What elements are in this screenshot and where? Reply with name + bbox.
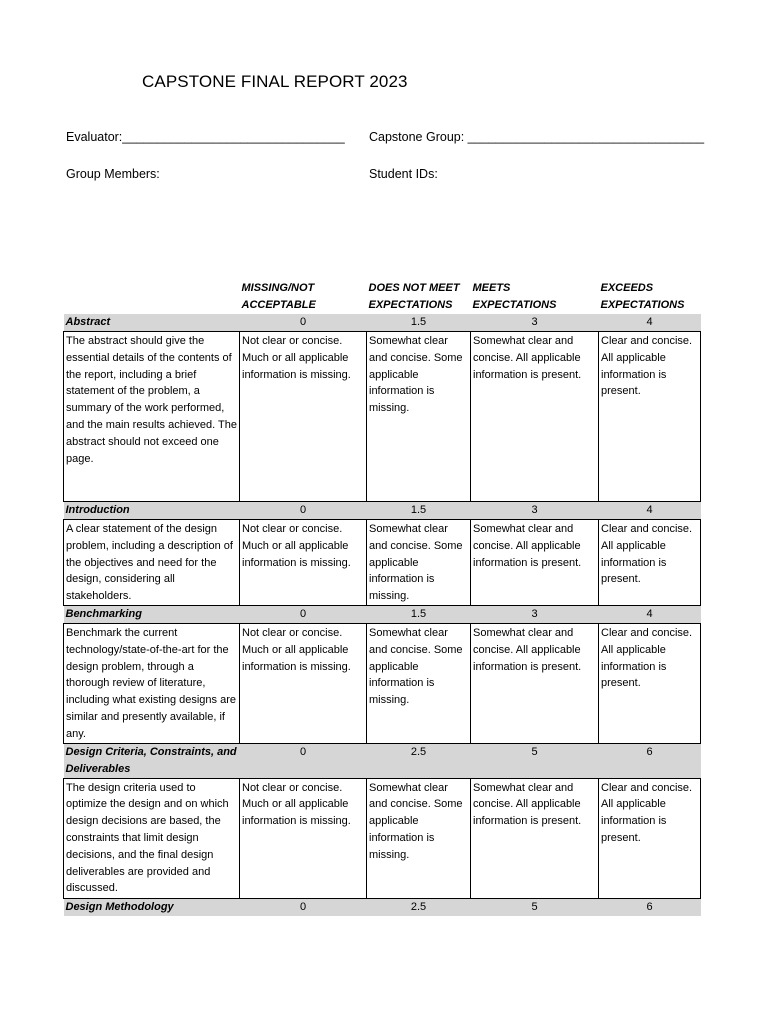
level-missing: Not clear or concise. Much or all applicable information is missing. (240, 778, 367, 898)
section-row-design-criteria (64, 744, 701, 779)
score-missing: 0 (240, 898, 367, 916)
score-exceeds: 4 (599, 314, 701, 332)
score-missing: 0 (240, 606, 367, 624)
criteria-description: Benchmark the current technology/state-of-the-art for the design problem, through a thorough review of literature, including what existing designs are similar and presently available, if any. (64, 624, 240, 744)
level-exceeds: Clear and concise. All applicable information is present. (599, 624, 701, 744)
score-does-not-meet: 1.5 (367, 502, 471, 520)
report-title: CAPSTONE FINAL REPORT 2023 (142, 72, 408, 91)
score-exceeds: 6 (599, 744, 701, 779)
criteria-row-benchmarking (64, 624, 701, 744)
level-missing: Not clear or concise. Much or all applicable information is missing. (240, 520, 367, 606)
score-missing: 0 (240, 314, 367, 332)
level-meets: Somewhat clear and concise. All applicable information is present. (471, 778, 599, 898)
criteria-description: The abstract should give the essential details of the contents of the report, including a brief statement of the problem, a summary of the work performed, and the main results achieved. The abstract should not exceed one page. (64, 332, 240, 502)
section-row-introduction (64, 502, 701, 520)
level-exceeds: Clear and concise. All applicable information is present. (599, 332, 701, 502)
header-criteria (64, 279, 240, 314)
rubric-header-row (64, 279, 701, 314)
level-missing: Not clear or concise. Much or all applicable information is missing. (240, 624, 367, 744)
criteria-row-design-criteria (64, 778, 701, 898)
section-name: Introduction (64, 502, 240, 520)
level-exceeds: Clear and concise. All applicable information is present. (599, 778, 701, 898)
score-meets: 3 (471, 502, 599, 520)
capstone-group-field[interactable]: Capstone Group: __________________________________ (369, 130, 705, 144)
student-ids-label: Student IDs: (369, 167, 438, 181)
score-exceeds: 4 (599, 606, 701, 624)
criteria-row-abstract (64, 332, 701, 502)
group-members-label: Group Members: (66, 167, 160, 181)
header-exceeds: EXCEEDS EXPECTATIONS (600, 282, 685, 311)
level-meets: Somewhat clear and concise. All applicable information is present. (471, 520, 599, 606)
score-missing: 0 (240, 502, 367, 520)
score-exceeds: 4 (599, 502, 701, 520)
level-does-not-meet: Somewhat clear and concise. Some applicable information is missing. (367, 332, 471, 502)
header-does-not-meet: DOES NOT MEET EXPECTATIONS (368, 282, 460, 311)
section-name: Abstract (64, 314, 240, 332)
score-meets: 5 (471, 898, 599, 916)
level-does-not-meet: Somewhat clear and concise. Some applicable information is missing. (367, 778, 471, 898)
evaluator-field[interactable]: Evaluator:________________________________ (66, 130, 345, 144)
criteria-description: A clear statement of the design problem, including a description of the objectives and need for the design, considering all stakeholders. (64, 520, 240, 606)
level-meets: Somewhat clear and concise. All applicable information is present. (471, 332, 599, 502)
level-does-not-meet: Somewhat clear and concise. Some applicable information is missing. (367, 520, 471, 606)
score-does-not-meet: 2.5 (367, 898, 471, 916)
criteria-row-introduction (64, 520, 701, 606)
score-meets: 3 (471, 314, 599, 332)
score-meets: 5 (471, 744, 599, 779)
score-does-not-meet: 1.5 (367, 314, 471, 332)
score-does-not-meet: 1.5 (367, 606, 471, 624)
level-does-not-meet: Somewhat clear and concise. Some applicable information is missing. (367, 624, 471, 744)
score-meets: 3 (471, 606, 599, 624)
header-meets: MEETS EXPECTATIONS (472, 282, 557, 311)
section-row-benchmarking (64, 606, 701, 624)
level-missing: Not clear or concise. Much or all applicable information is missing. (240, 332, 367, 502)
section-name: Design Criteria, Constraints, and Deliverables (64, 744, 240, 779)
section-name: Benchmarking (64, 606, 240, 624)
section-name: Design Methodology (64, 898, 240, 916)
score-exceeds: 6 (599, 898, 701, 916)
score-does-not-meet: 2.5 (367, 744, 471, 779)
section-row-design-methodology (64, 898, 701, 916)
header-missing: MISSING/NOT ACCEPTABLE (241, 282, 316, 311)
section-row-abstract (64, 314, 701, 332)
score-missing: 0 (240, 744, 367, 779)
criteria-description: The design criteria used to optimize the design and on which design decisions are based, the constraints that limit design decisions, and the final design deliverables are provided and discussed. (64, 778, 240, 898)
level-meets: Somewhat clear and concise. All applicable information is present. (471, 624, 599, 744)
rubric-table (63, 279, 701, 916)
level-exceeds: Clear and concise. All applicable information is present. (599, 520, 701, 606)
